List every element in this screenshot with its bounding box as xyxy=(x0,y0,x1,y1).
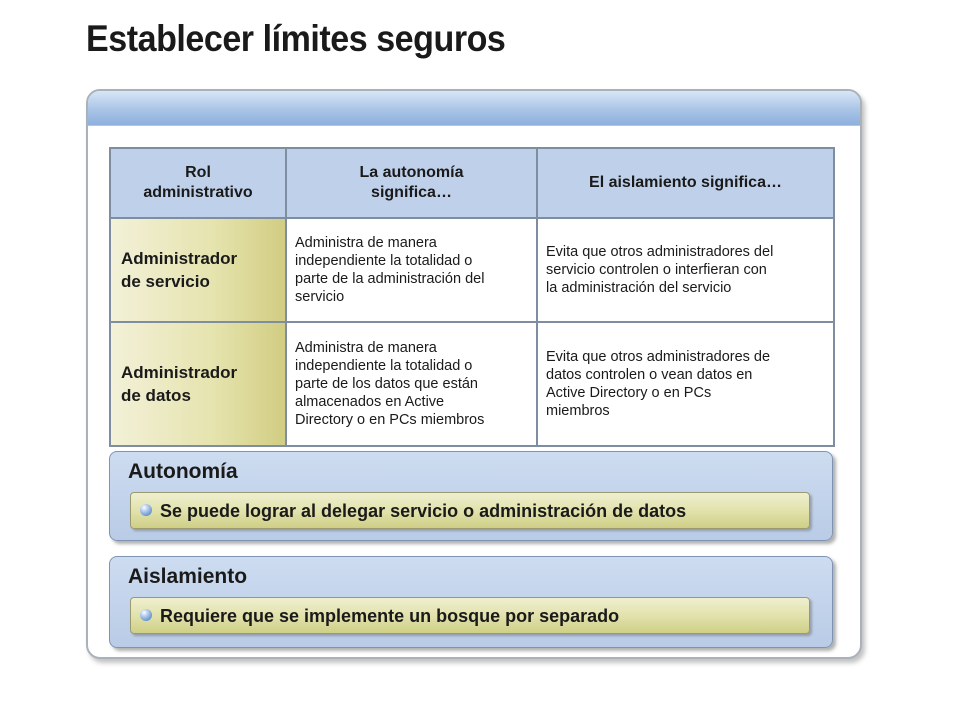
panel-header-band xyxy=(88,91,860,126)
autonomy-cell: Administra de manera independiente la totalidad o parte de los datos que están almacenados en Active Directory o en PCs miembros xyxy=(286,322,537,446)
autonomy-cell: Administra de manera independiente la totalidad o parte de la administración del servicio xyxy=(286,218,537,322)
header-isolation: El aislamiento significa… xyxy=(537,148,834,218)
header-role: Rol administrativo xyxy=(110,148,286,218)
table-row xyxy=(110,322,834,446)
page-title: Establecer límites seguros xyxy=(86,18,506,59)
table-row xyxy=(110,218,834,322)
isolation-point-text: Requiere que se implemente un bosque por separado xyxy=(160,606,620,626)
isolation-box xyxy=(109,556,833,648)
roles-table xyxy=(109,147,835,447)
table-header-row xyxy=(110,148,834,218)
role-cell: Administrador de servicio xyxy=(110,218,286,322)
isolation-point xyxy=(130,597,810,634)
autonomy-point-text: Se puede lograr al delegar servicio o administración de datos xyxy=(160,501,687,521)
bullet-icon xyxy=(140,609,152,621)
role-cell: Administrador de datos xyxy=(110,322,286,446)
isolation-cell: Evita que otros administradores de datos controlen o vean datos en Active Directory o en PCs miembros xyxy=(537,322,834,446)
isolation-cell: Evita que otros administradores del servicio controlen o interfieran con la administración del servicio xyxy=(537,218,834,322)
isolation-title: Aislamiento xyxy=(128,565,248,588)
autonomy-point xyxy=(130,492,810,529)
autonomy-box xyxy=(109,451,833,541)
header-autonomy: La autonomía significa… xyxy=(286,148,537,218)
bullet-icon xyxy=(140,504,152,516)
autonomy-title: Autonomía xyxy=(128,460,238,483)
